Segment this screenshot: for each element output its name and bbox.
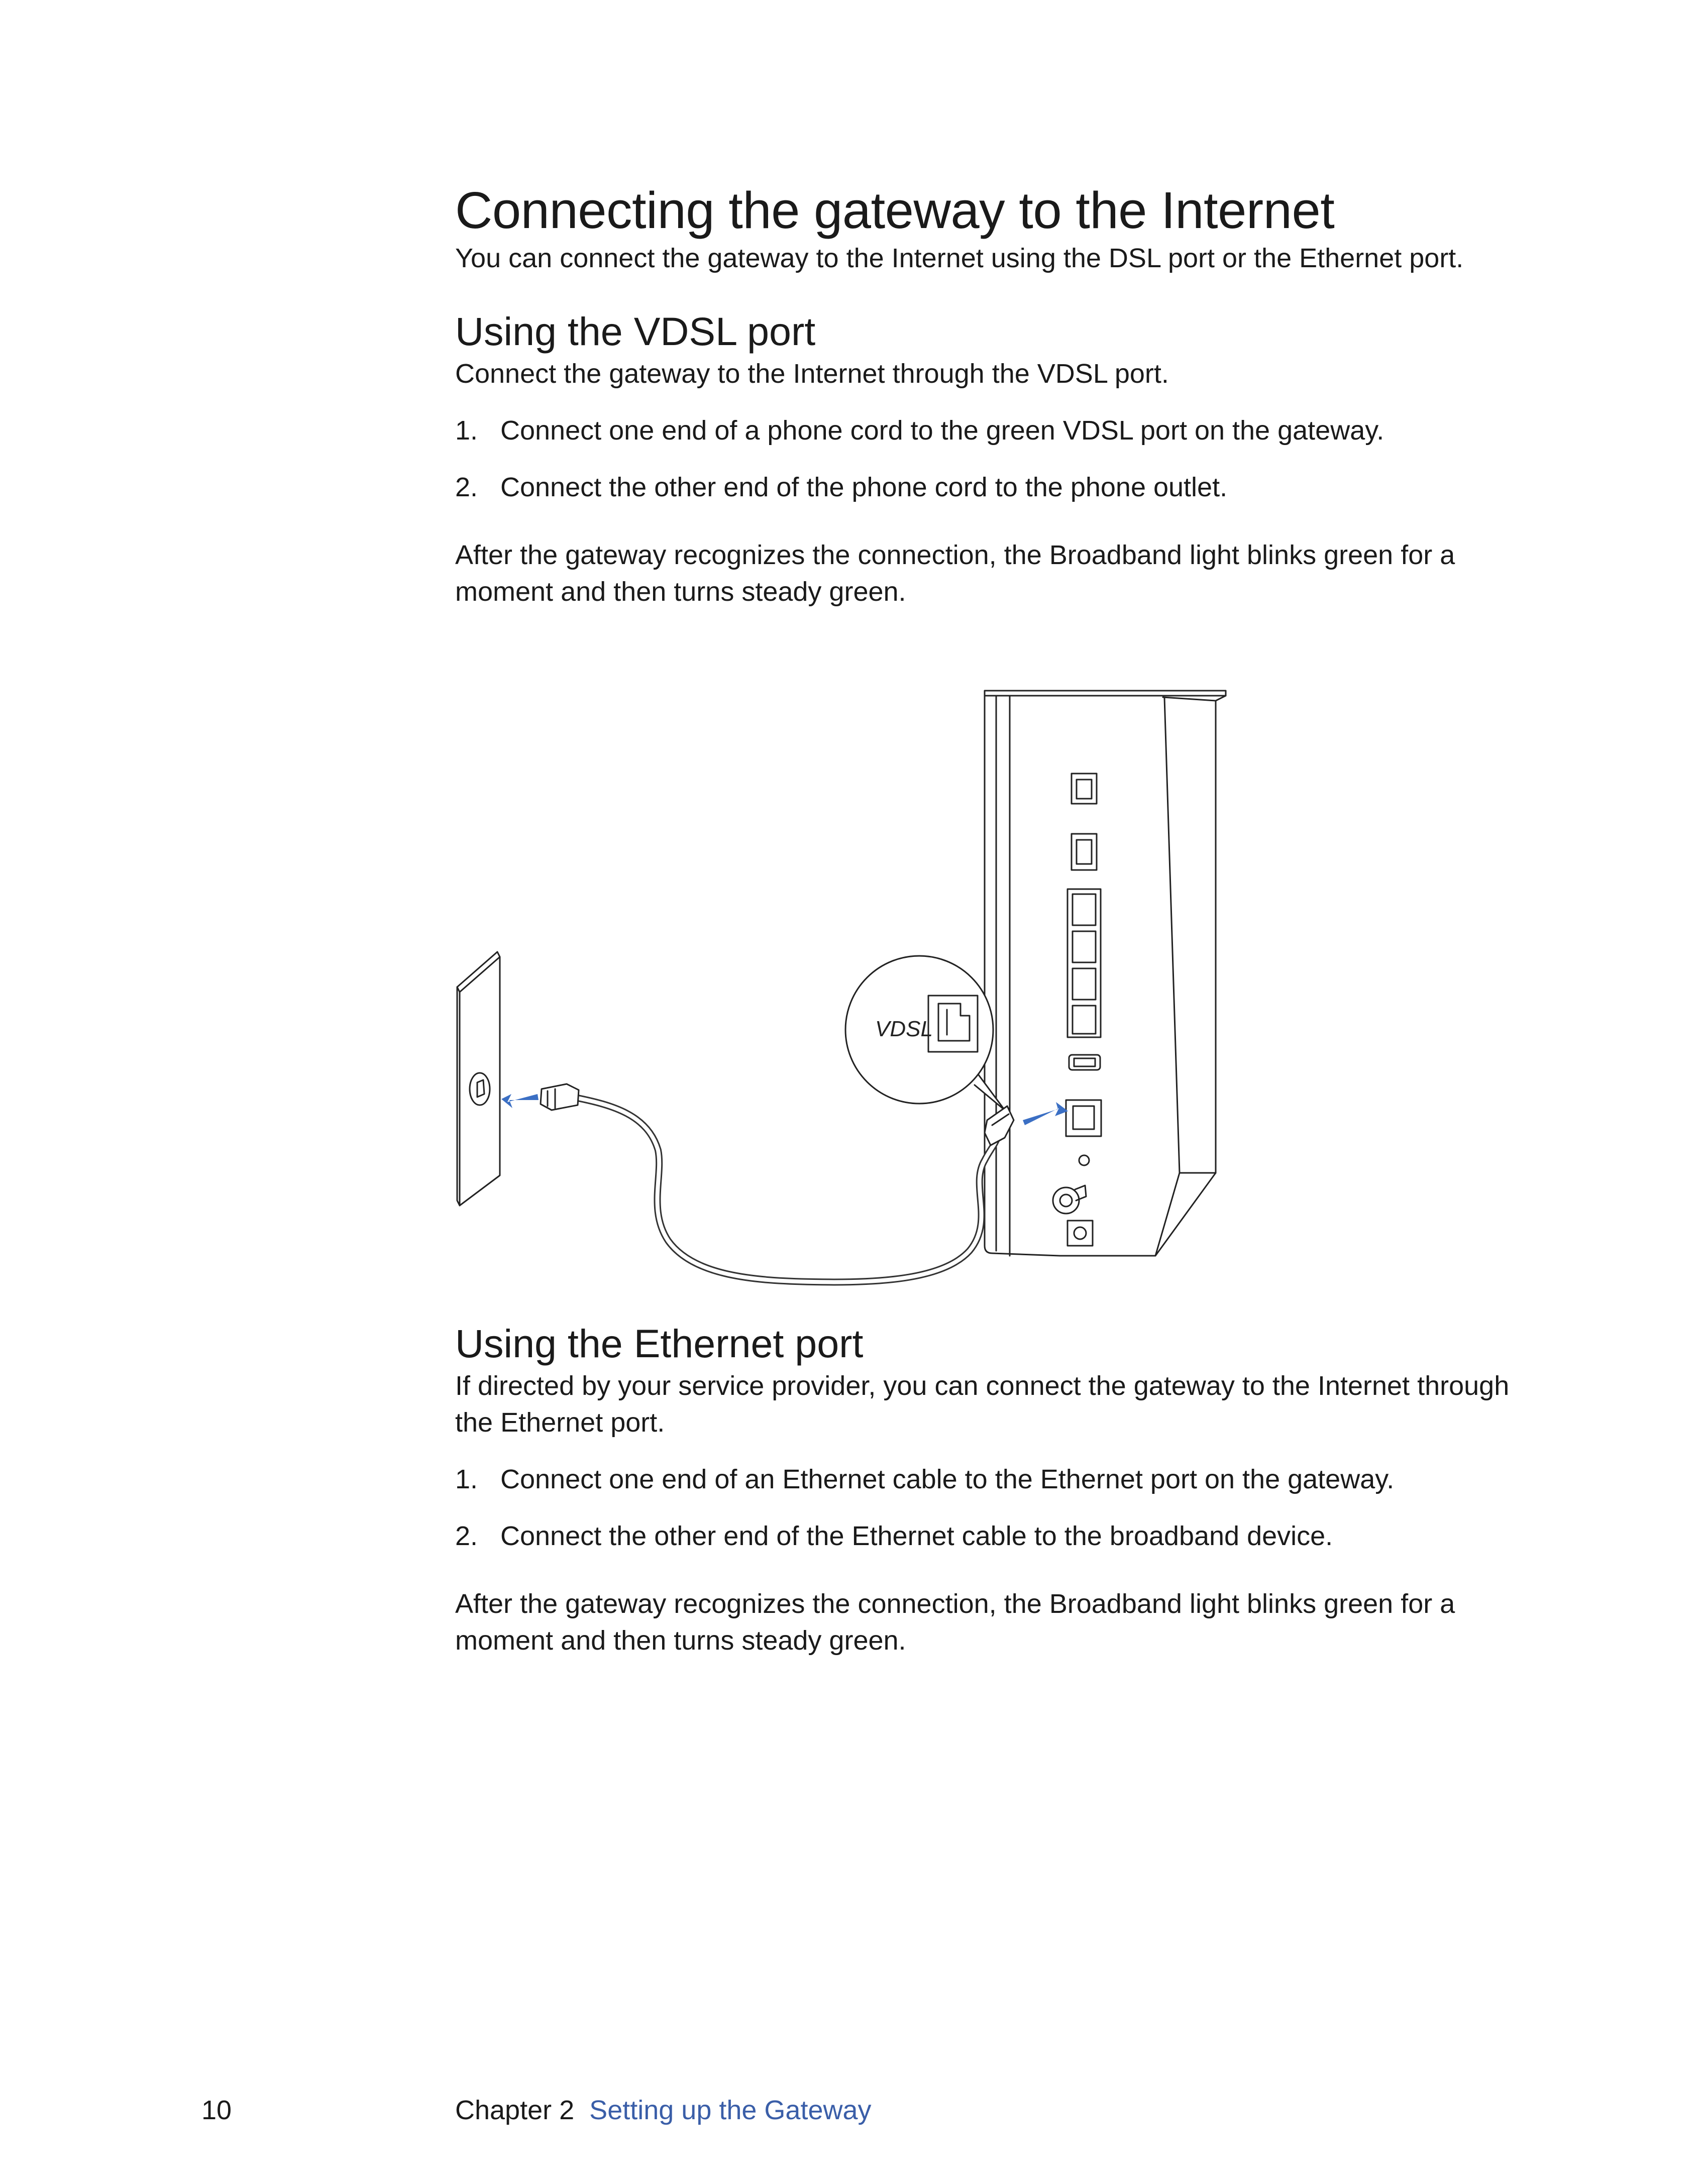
step-number: 2. (455, 472, 478, 503)
ethernet-section (455, 1320, 1530, 1659)
step-text: Connect the other end of the Ethernet cable to the broadband device. (500, 1520, 1333, 1551)
arrow-to-port-icon (1023, 1102, 1068, 1125)
vdsl-callout-label: VDSL (875, 1017, 933, 1041)
phone-cord-icon (541, 1084, 1014, 1282)
list-item (455, 469, 1530, 506)
vdsl-after-paragraph: After the gateway recognizes the connection, the Broadband light blinks green for a moment and then turns steady green. (455, 540, 1455, 607)
intro-paragraph: You can connect the gateway to the Internet using the DSL port or the Ethernet port. (455, 243, 1464, 274)
step-number: 1. (455, 1464, 478, 1494)
footer-chapter (455, 2095, 872, 2126)
step-number: 2. (455, 1520, 478, 1551)
main-content (455, 181, 1530, 610)
arrow-to-outlet-icon (501, 1094, 539, 1108)
step-text: Connect the other end of the phone cord to the phone outlet. (500, 472, 1228, 503)
list-item (455, 1461, 1530, 1498)
ethernet-description: If directed by your service provider, you can connect the gateway to the Internet through the Ethernet port. (455, 1370, 1510, 1438)
phone-outlet-icon (457, 952, 500, 1206)
ethernet-heading: Using the Ethernet port (455, 1321, 864, 1366)
ethernet-after-paragraph: After the gateway recognizes the connection, the Broadband light blinks green for a moment and then turns steady green. (455, 1588, 1455, 1656)
vdsl-description: Connect the gateway to the Internet through the VDSL port. (455, 359, 1169, 389)
ethernet-steps-list (455, 1461, 1530, 1555)
list-item (455, 412, 1530, 449)
gateway-device-icon (985, 691, 1226, 1256)
gateway-connection-illustration (452, 683, 1236, 1296)
page-title: Connecting the gateway to the Internet (455, 181, 1335, 239)
vdsl-heading: Using the VDSL port (455, 309, 816, 354)
step-text: Connect one end of an Ethernet cable to the Ethernet port on the gateway. (500, 1464, 1395, 1494)
chapter-label: Chapter 2 (455, 2095, 575, 2125)
vdsl-steps-list (455, 412, 1530, 506)
list-item (455, 1518, 1530, 1555)
step-number: 1. (455, 415, 478, 446)
chapter-title-link[interactable]: Setting up the Gateway (589, 2095, 872, 2125)
step-text: Connect one end of a phone cord to the green VDSL port on the gateway. (500, 415, 1384, 446)
page-number: 10 (201, 2095, 232, 2125)
